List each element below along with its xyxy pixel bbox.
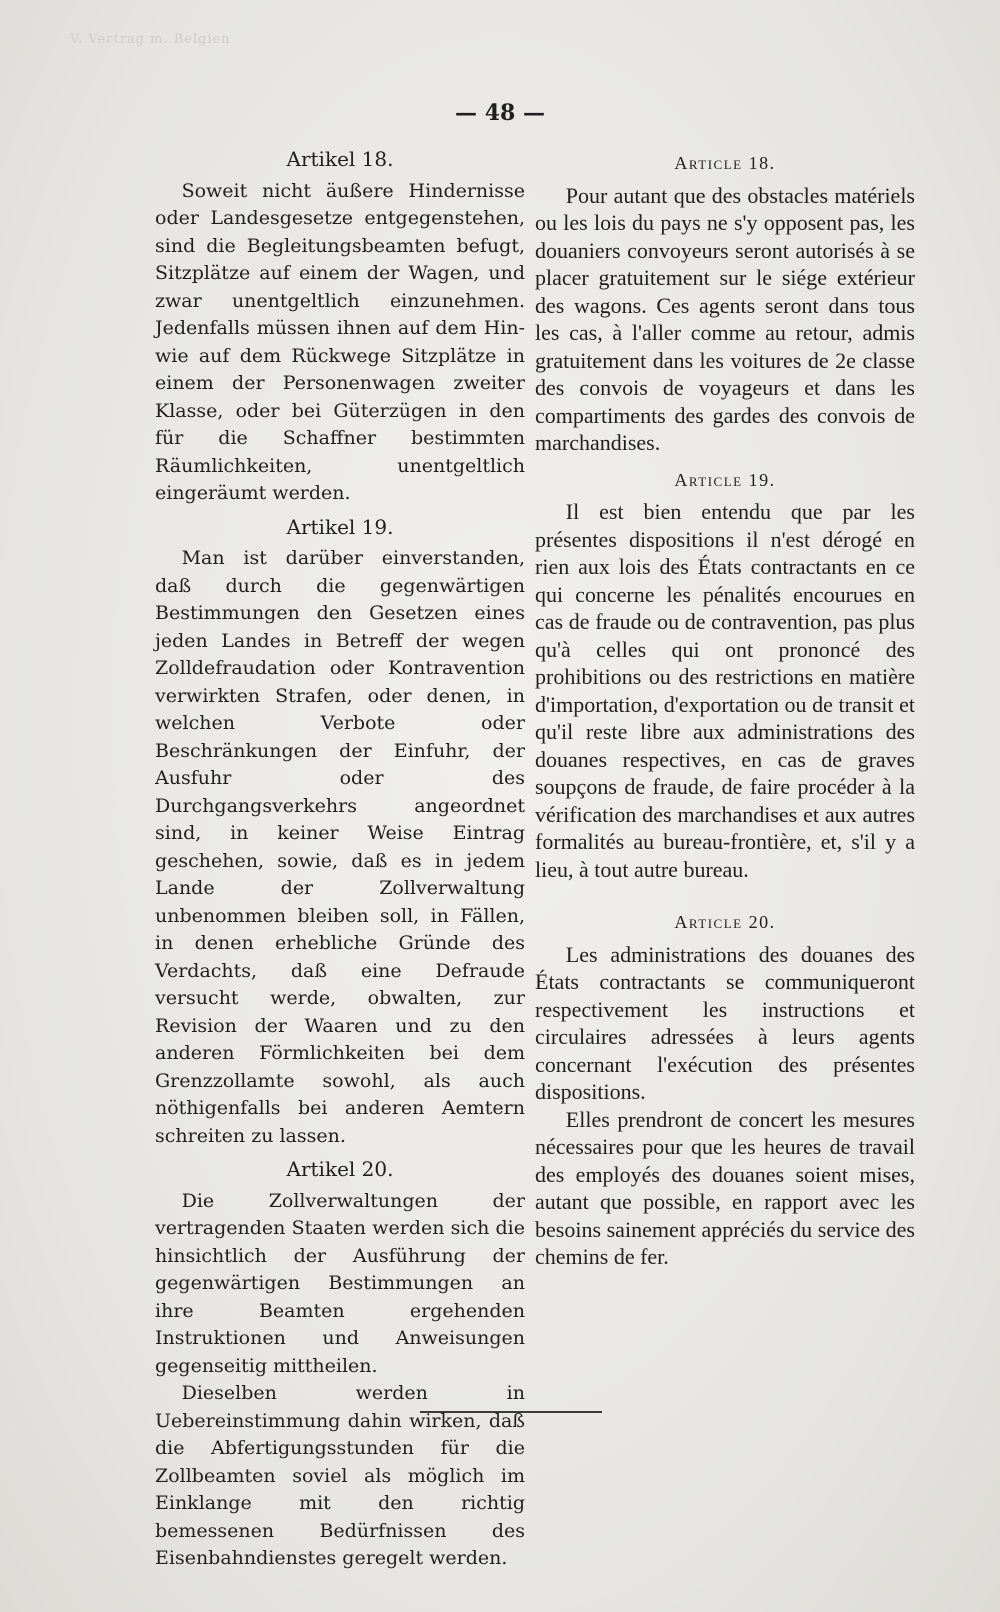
- article-20-text2-de: Dieselben werden in Uebereinstimmung dahin wirken, daß die Abfertigungsstunden für die Zollbeamten soviel als möglich im Einklange mit den richtig bemessenen Bedürfnissen des Eisenbahndienstes geregelt werden.: [155, 1382, 525, 1569]
- article-19-text-de: Man ist darüber einverstanden, daß durch die gegenwärtigen Bestimmungen den Gesetzen eines jeden Landes in Betreff der wegen Zolldefraudation oder Kontravention verwirkten Strafen, oder denen, in welchen Verbote oder Beschränkungen der Einfuhr, der Ausfuhr oder des Durchgangsverkehrs angeordnet sind, in keiner Weise Eintrag geschehen, sowie, daß es in jedem Lande der Zollverwaltung unbenommen bleiben soll, in Fällen, in denen erhebliche Gründe des Verdachts, daß eine Defraude versucht werde, obwalten, zur Revision der Waaren und zu den anderen Förmlichkeiten bei dem Grenzzollamte sowohl, als auch nöthigenfalls bei anderen Aemtern schreiten zu lassen.: [155, 547, 525, 1147]
- running-head-bleedthrough: V. Vertrag m. Belgien: [70, 32, 231, 47]
- article-20-text1-fr: Les administrations des douanes des États contractants se communiqueront respectivement les instructions et circulaires adressées à leurs agents concernant l'exécution des présentes dispositions.: [535, 941, 915, 1104]
- article-19-text-fr: Il est bien entendu que par les présentes dispositions il n'est dérogé en rien aux lois des États contractants en ce qui concerne les pénalités encourues en cas de fraude ou de contravention, pas plus qu'à celles qui ont prononcé des prohibitions ou des restrictions en matière d'importation, d'exportation ou de transit et qu'il reste libre aux administrations des douanes respectives, en cas de graves soupçons de fraude, de faire procéder à la vérification des marchandises et aux autres formalités au bureau-frontière, et, s'il y a lieu, à tout autre bureau.: [535, 499, 915, 882]
- article-19-heading-de: Artikel 19.: [286, 514, 394, 539]
- article-18-heading-fr: Article 18.: [674, 153, 776, 173]
- article-20-heading-de: Artikel 20.: [286, 1157, 394, 1181]
- german-column: [155, 140, 525, 1573]
- page-number: — 48 —: [455, 100, 545, 126]
- article-18-heading-de: Artikel 18.: [286, 147, 394, 171]
- article-18-text-de: Soweit nicht äußere Hindernisse oder Landesgesetze entgegenstehen, sind die Begleitungsbeamten befugt, Sitzplätze auf einem der Wagen, und zwar unentgeltlich einzunehmen. Jedenfalls müssen ihnen auf dem Hin- wie auf dem Rückwege Sitzplätze in einem der Personenwagen zweiter Klasse, oder bei Güterzügen in den für die Schaffner bestimmten Räumlichkeiten, unentgeltlich eingeräumt werden.: [155, 179, 525, 504]
- article-18-text-fr: Pour autant que des obstacles matériels ou les lois du pays ne s'y opposent pas, les douaniers convoyeurs seront autorisés à se placer gratuitement sur le siége extérieur des wagons. Ces agents seront dans tous les cas, à l'aller comme au retour, admis gratuitement dans les voitures de 2e classe des convois de voyageurs et dans les compartiments des gardes des convois de marchandises.: [535, 182, 915, 455]
- article-20-heading-fr: Article 20.: [674, 912, 776, 932]
- article-19-heading-fr: Article 19.: [674, 469, 776, 490]
- spacer: [535, 883, 915, 899]
- article-20-text2-fr: Elles prendront de concert les mesures nécessaires pour que les heures de travail des employés des douanes soient mises, autant que possible, en rapport avec les besoins sainement appréciés du service des chemins de fer.: [535, 1106, 915, 1269]
- end-rule: [420, 1411, 602, 1413]
- french-column: [535, 140, 915, 1271]
- article-20-text1-de: Die Zollverwaltungen der vertragenden Staaten werden sich die hinsichtlich der Ausführung der gegenwärtigen Bestimmungen an ihre Beamten ergehenden Instruktionen und Anweisungen gegenseitig mittheilen.: [155, 1189, 525, 1377]
